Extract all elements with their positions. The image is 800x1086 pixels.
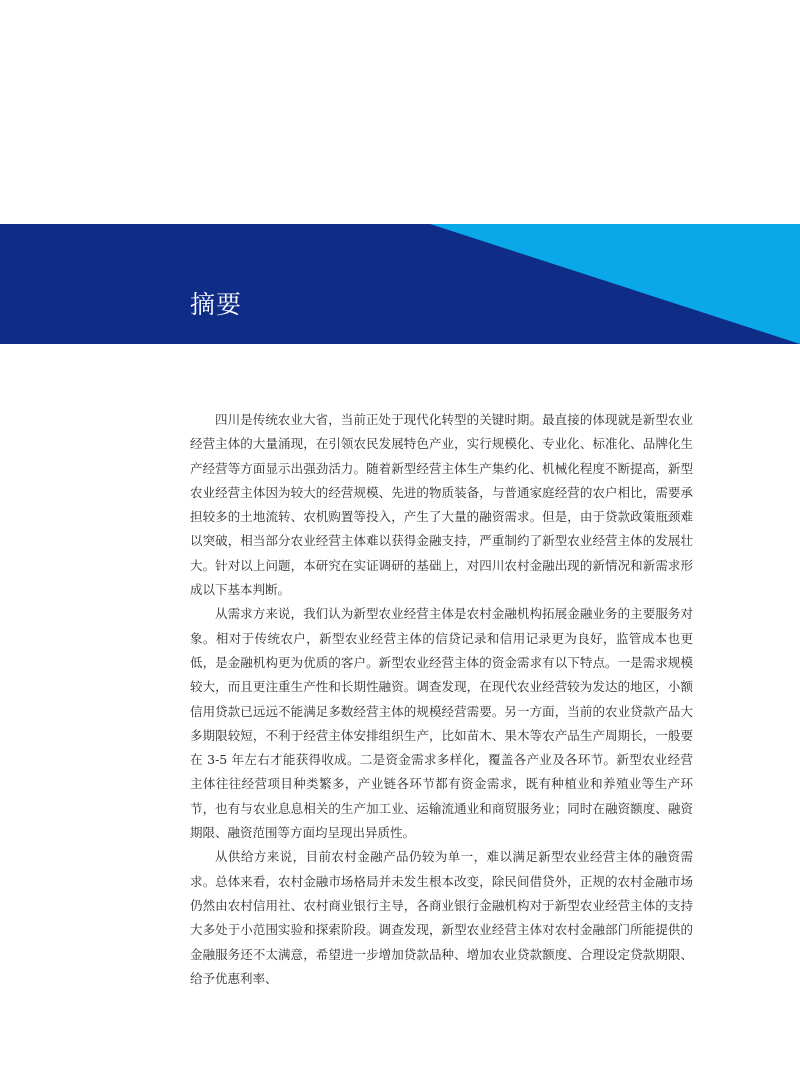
header-banner — [0, 224, 800, 344]
abstract-body — [190, 408, 693, 991]
paragraph-3: 从供给方来说，目前农村金融产品仍较为单一，难以满足新型农业经营主体的融资需求。总体来看，农村金融市场格局并未发生根本改变，除民间借贷外，正规的农村金融市场仍然由农村信用社、农村商业银行主导，各商业银行金融机构对于新型农业经营主体的支持大多处于小范围实验和探索阶段。调查发现，新型农业经营主体对农村金融部门所能提供的金融服务还不太满意，希望进一步增加贷款品种、增加农业贷款额度、合理设定贷款期限、给予优惠利率、 — [190, 849, 693, 986]
paragraph-1: 四川是传统农业大省，当前正处于现代化转型的关键时期。最直接的体现就是新型农业经营主体的大量涌现，在引领农民发展特色产业，实行规模化、专业化、标准化、品牌化生产经营等方面显示出强劲活力。随着新型经营主体生产集约化、机械化程度不断提高，新型农业经营主体因为较大的经营规模、先进的物质装备，与普通家庭经营的农户相比，需要承担较多的土地流转、农机购置等投入，产生了大量的融资需求。但是，由于贷款政策瓶颈难以突破，相当部分农业经营主体难以获得金融支持，严重制约了新型农业经营主体的发展壮大。针对以上问题，本研究在实证调研的基础上，对四川农村金融出现的新情况和新需求形成以下基本判断。 — [190, 412, 693, 598]
banner-light-blue-triangle — [430, 224, 800, 344]
page-title: 摘要 — [190, 290, 243, 319]
banner-diagonal-shape — [0, 224, 800, 344]
paragraph-2: 从需求方来说，我们认为新型农业经营主体是农村金融机构拓展金融业务的主要服务对象。相对于传统农户，新型农业经营主体的信贷记录和信用记录更为良好，监管成本也更低，是金融机构更为优质的客户。新型农业经营主体的资金需求有以下特点。一是需求规模较大，而且更注重生产性和长期性融资。调查发现，在现代农业经营较为发达的地区，小额信用贷款已远远不能满足多数经营主体的规模经营需要。另一方面，当前的农业贷款产品大多期限较短，不利于经营主体安排组织生产，比如苗木、果木等农产品生产周期长，一般要在 3-5 年左右才能获得收成。二是资金需求多样化，覆盖各产业及各环节。新型农业经营主体往往经营项目种类繁多，产业链各环节都有资金需求，既有种植业和养殖业等生产环节，也有与农业息息相关的生产加工业、运输流通业和商贸服务业；同时在融资额度、融资期限、融资范围等方面均呈现出异质性。 — [190, 606, 693, 841]
